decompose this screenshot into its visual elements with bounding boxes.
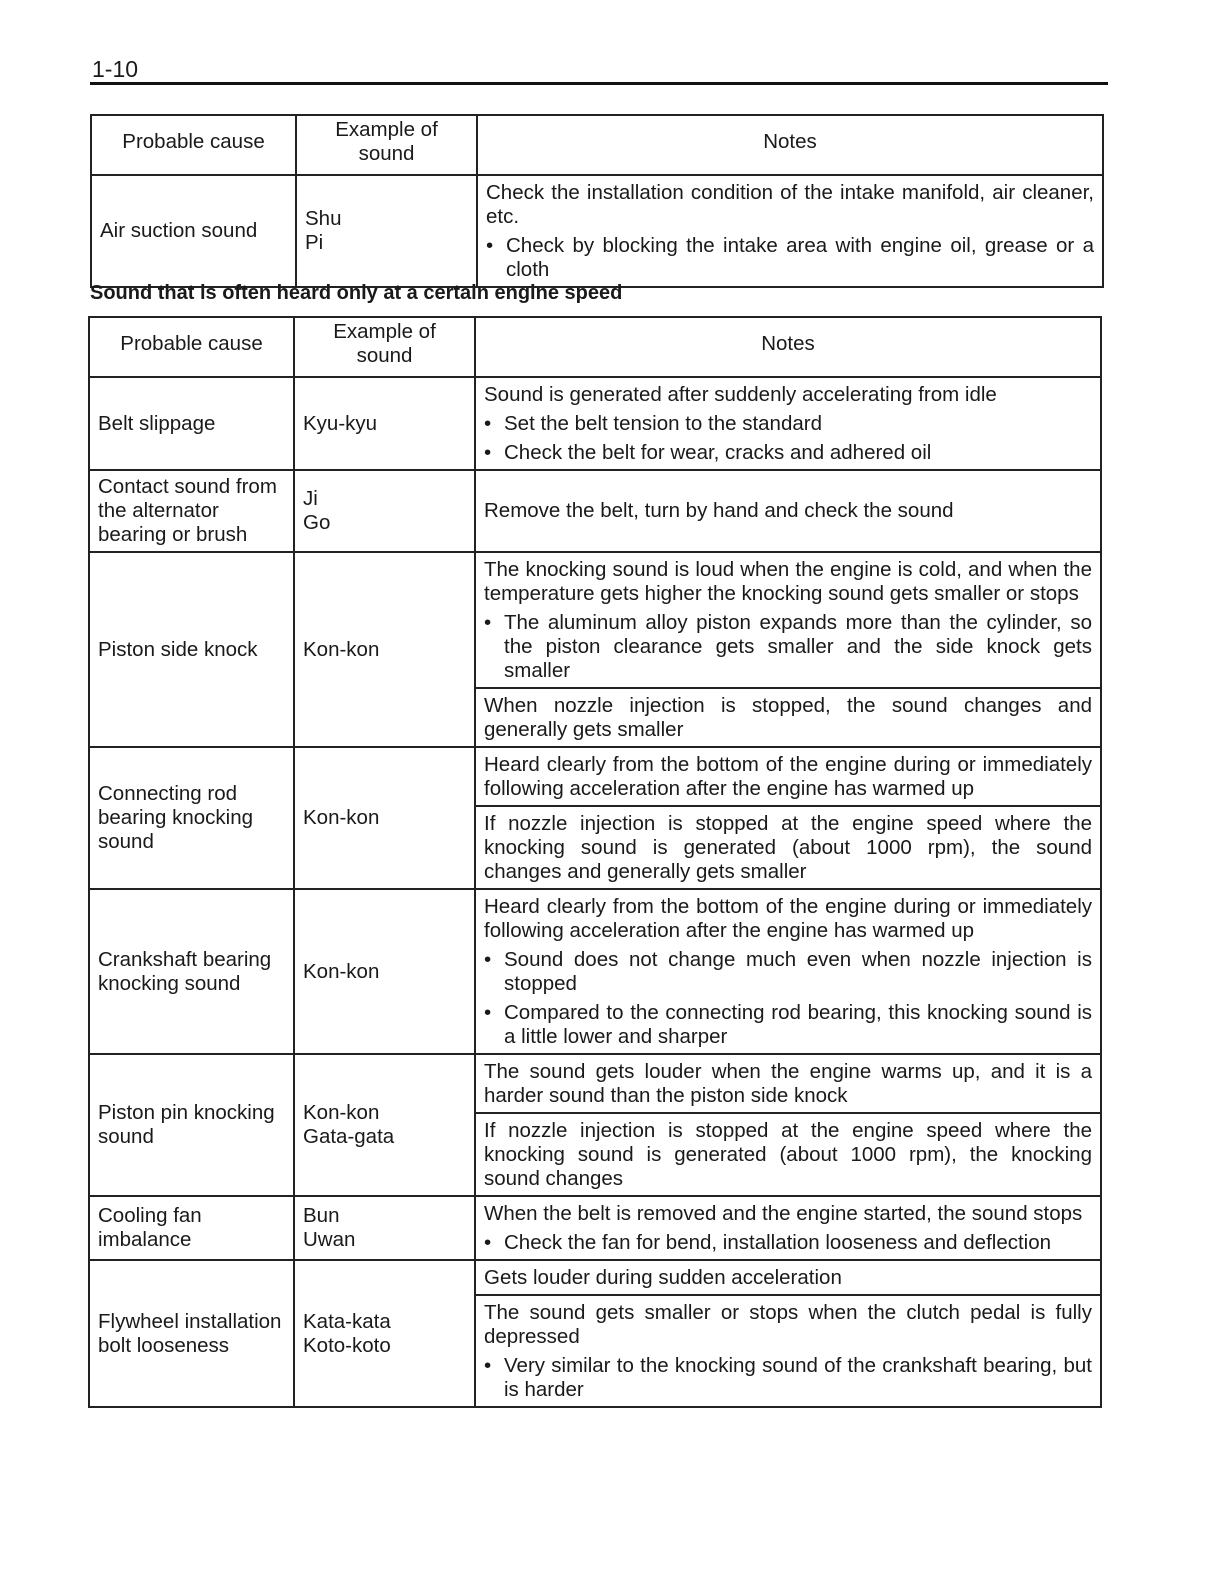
notes-cell <box>475 747 1101 889</box>
note-section <box>476 1197 1100 1259</box>
example-cell <box>294 889 475 1054</box>
table-row <box>91 175 1103 287</box>
section-title: Sound that is often heard only at a certain engine speed <box>90 282 623 304</box>
cause-cell: Belt slippage <box>89 377 294 470</box>
note-section <box>476 748 1100 805</box>
example-sound: Bun <box>303 1204 340 1227</box>
note-section <box>476 805 1100 888</box>
note-bullet: • Sound does not change much even when nozzle injection is stopped <box>484 948 1092 996</box>
header-probable-cause: Probable cause <box>89 317 294 377</box>
note-section <box>476 471 1100 551</box>
note-text: If nozzle injection is stopped at the engine speed where the knocking sound is generated (about 1000 rpm), the sound changes and generally gets smaller <box>484 812 1092 883</box>
notes-cell <box>475 1054 1101 1196</box>
example-sound: Kyu-kyu <box>303 411 378 435</box>
note-text: The sound gets smaller or stops when the clutch pedal is fully depressed <box>484 1301 1092 1348</box>
example-sound: Gata-gata <box>303 1125 395 1148</box>
table-row <box>89 470 1101 552</box>
note-text: Gets louder during sudden acceleration <box>484 1266 842 1289</box>
example-cell <box>296 175 477 287</box>
example-sound: Ji <box>303 487 318 510</box>
example-sound: Pi <box>305 231 324 254</box>
notes-cell <box>475 377 1101 470</box>
note-section <box>476 1112 1100 1195</box>
example-sound: Kon-kon <box>303 1101 380 1124</box>
header-rule <box>90 82 1108 85</box>
note-section <box>476 553 1100 687</box>
notes-cell <box>475 1260 1101 1407</box>
example-cell <box>294 1054 475 1196</box>
note-bullet: • Compared to the connecting rod bearing, this knocking sound is a little lower and sharper <box>484 1001 1092 1049</box>
table-row <box>89 1260 1101 1407</box>
engine-speed-sound-table <box>88 316 1102 1408</box>
note-section <box>476 1261 1100 1294</box>
notes-cell <box>477 175 1103 287</box>
air-suction-table <box>90 114 1104 288</box>
example-sound: Kon-kon <box>303 637 380 661</box>
table-header-row <box>91 115 1103 175</box>
note-text: Heard clearly from the bottom of the engine during or immediately following acceleration after the engine has warmed up <box>484 753 1092 800</box>
notes-cell <box>475 470 1101 552</box>
note-bullet: • Check the belt for wear, cracks and adhered oil <box>484 441 1092 465</box>
note-text: Heard clearly from the bottom of the engine during or immediately following acceleration after the engine has warmed up <box>484 895 1092 942</box>
note-section <box>476 687 1100 746</box>
note-text: The sound gets louder when the engine warms up, and it is a harder sound than the piston side knock <box>484 1060 1092 1107</box>
note-section <box>476 1055 1100 1112</box>
example-sound: Shu <box>305 207 342 230</box>
note-text: When the belt is removed and the engine started, the sound stops <box>484 1202 1083 1225</box>
example-sound: Kon-kon <box>303 806 380 829</box>
note-section <box>478 176 1102 286</box>
table-row <box>89 377 1101 470</box>
cause-cell: Piston side knock <box>89 552 294 747</box>
table-header-row <box>89 317 1101 377</box>
note-bullet: • Check the fan for bend, installation looseness and deflection <box>484 1231 1092 1255</box>
note-text: Remove the belt, turn by hand and check the sound <box>484 499 954 522</box>
header-example-of-sound: Example of sound <box>296 115 477 175</box>
example-cell <box>294 552 475 747</box>
example-sound: Uwan <box>303 1228 356 1251</box>
example-cell <box>294 1260 475 1407</box>
example-cell <box>294 470 475 552</box>
cause-cell: Connecting rod bearing knocking sound <box>89 747 294 889</box>
note-bullet: • The aluminum alloy piston expands more than the cylinder, so the piston clearance gets smaller and the side knock gets smaller <box>484 611 1092 683</box>
table-row <box>89 1054 1101 1196</box>
cause-cell: Crankshaft bearing knocking sound <box>89 889 294 1054</box>
note-bullet: • Set the belt tension to the standard <box>484 412 1092 436</box>
header-example-of-sound: Example of sound <box>294 317 475 377</box>
note-bullet: • Check by blocking the intake area with engine oil, grease or a cloth <box>486 234 1094 282</box>
note-text: Check the installation condition of the intake manifold, air cleaner, etc. <box>486 181 1094 228</box>
note-section <box>476 378 1100 469</box>
notes-cell <box>475 552 1101 747</box>
example-cell <box>294 377 475 470</box>
cause-cell: Flywheel installation bolt looseness <box>89 1260 294 1407</box>
cause-cell: Cooling fan imbalance <box>89 1196 294 1260</box>
header-notes: Notes <box>477 115 1103 175</box>
notes-cell <box>475 889 1101 1054</box>
note-text: When nozzle injection is stopped, the sound changes and generally gets smaller <box>484 694 1092 741</box>
example-cell <box>294 1196 475 1260</box>
table-row <box>89 1196 1101 1260</box>
example-sound: Koto-koto <box>303 1333 391 1357</box>
example-sound: Kon-kon <box>303 959 380 983</box>
cause-cell: Piston pin knocking sound <box>89 1054 294 1196</box>
note-section <box>476 890 1100 1053</box>
note-text: Sound is generated after suddenly accelerating from idle <box>484 383 997 406</box>
table-row <box>89 889 1101 1054</box>
note-section <box>476 1294 1100 1406</box>
table-row <box>89 747 1101 889</box>
table-row <box>89 552 1101 747</box>
example-sound: Go <box>303 511 331 534</box>
note-text: The knocking sound is loud when the engine is cold, and when the temperature gets higher the knocking sound gets smaller or stops <box>484 558 1092 605</box>
note-text: If nozzle injection is stopped at the engine speed where the knocking sound is generated (about 1000 rpm), the knocking sound changes <box>484 1119 1092 1190</box>
page-number: 1-10 <box>92 56 139 82</box>
notes-cell <box>475 1196 1101 1260</box>
note-bullet: • Very similar to the knocking sound of the crankshaft bearing, but is harder <box>484 1354 1092 1402</box>
cause-cell: Air suction sound <box>91 175 296 287</box>
header-notes: Notes <box>475 317 1101 377</box>
example-sound: Kata-kata <box>303 1309 391 1333</box>
cause-cell: Contact sound from the alternator bearing or brush <box>89 470 294 552</box>
header-probable-cause: Probable cause <box>91 115 296 175</box>
example-cell <box>294 747 475 889</box>
